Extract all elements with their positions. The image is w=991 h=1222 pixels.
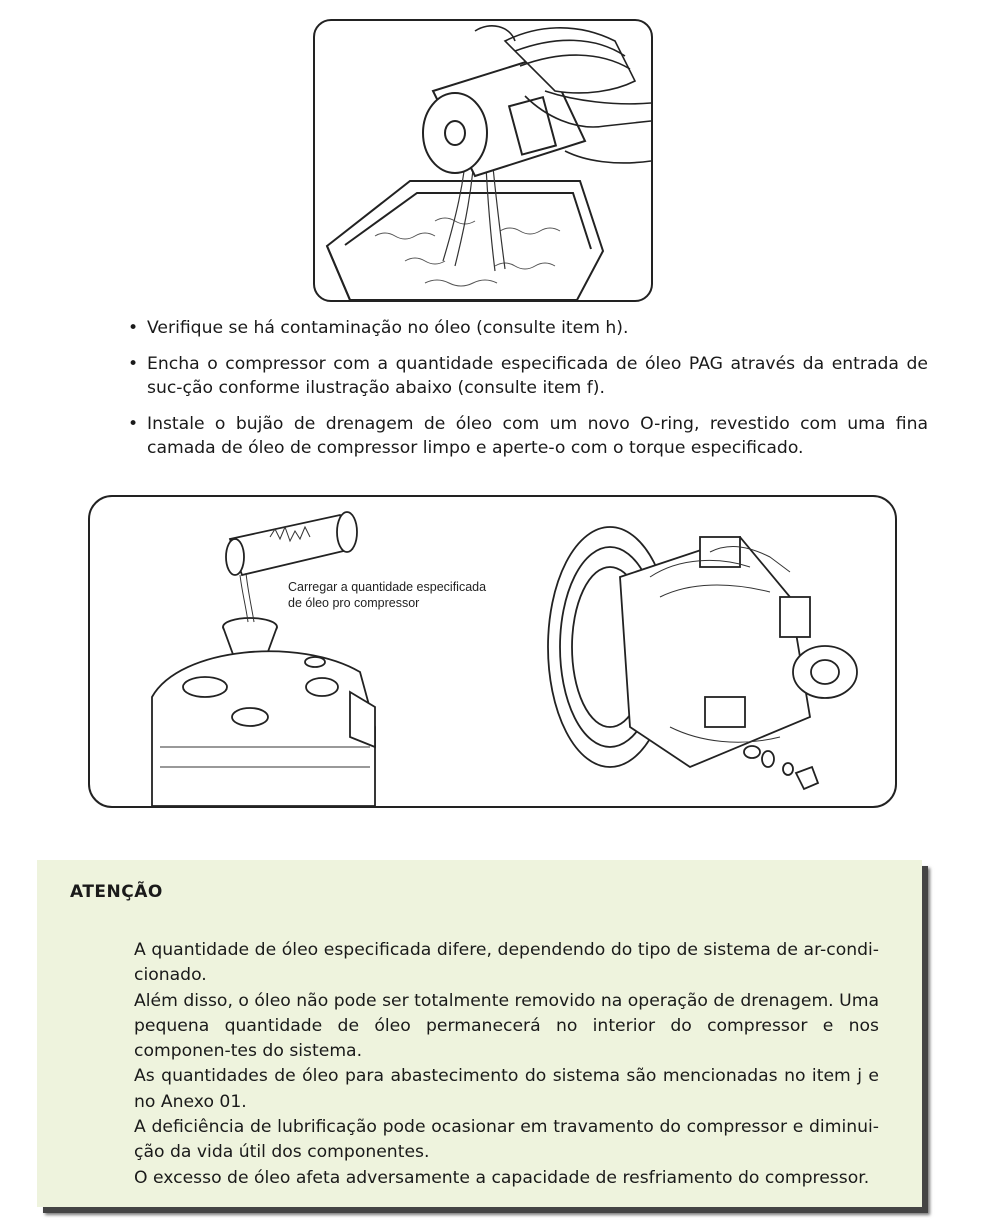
callout-body xyxy=(134,938,879,1191)
list-item xyxy=(128,316,928,340)
bullet-marker: • xyxy=(128,318,139,338)
caption-line: de óleo pro compressor xyxy=(288,596,420,610)
oil-drain-illustration xyxy=(315,21,651,300)
list-item xyxy=(128,352,928,400)
figure-caption xyxy=(288,579,486,611)
figure-oil-drain xyxy=(313,19,653,302)
callout-paragraph: O excesso de óleo afeta adversamente a capacidade de resfriamento do compressor. xyxy=(134,1167,870,1188)
caption-line: Carregar a quantidade especificada xyxy=(288,580,487,594)
callout-paragraph: As quantidades de óleo para abastecimento do sistema são mencionadas no item j e no Anexo 01. xyxy=(134,1066,879,1112)
callout-paragraph: A deficiência de lubrificação pode ocasionar em travamento do compressor e diminui-ção da vida útil dos componentes. xyxy=(134,1117,879,1163)
bullet-marker: • xyxy=(128,354,139,374)
figure-oil-fill xyxy=(88,495,897,808)
list-item-text: Encha o compressor com a quantidade especificada de óleo PAG através da entrada de suc-ção conforme ilustração abaixo (consulte item f). xyxy=(147,354,928,398)
list-item-text: Verifique se há contaminação no óleo (consulte item h). xyxy=(147,318,629,338)
list-item xyxy=(128,412,928,460)
attention-callout xyxy=(37,860,922,1207)
oil-fill-illustration xyxy=(90,497,895,806)
callout-paragraph: A quantidade de óleo especificada difere, dependendo do tipo de sistema de ar-condi-cionado. xyxy=(134,940,879,986)
callout-paragraph: Além disso, o óleo não pode ser totalmente removido na operação de drenagem. Uma pequena quantidade de óleo permanecerá no interior do compressor e nos componen-tes do sistema. xyxy=(134,990,879,1062)
bullet-marker: • xyxy=(128,414,139,434)
instruction-list xyxy=(128,316,928,472)
callout-title: ATENÇÃO xyxy=(70,882,163,902)
list-item-text: Instale o bujão de drenagem de óleo com um novo O-ring, revestido com uma fina camada de óleo de compressor limpo e aperte-o com o torque especificado. xyxy=(147,414,928,458)
